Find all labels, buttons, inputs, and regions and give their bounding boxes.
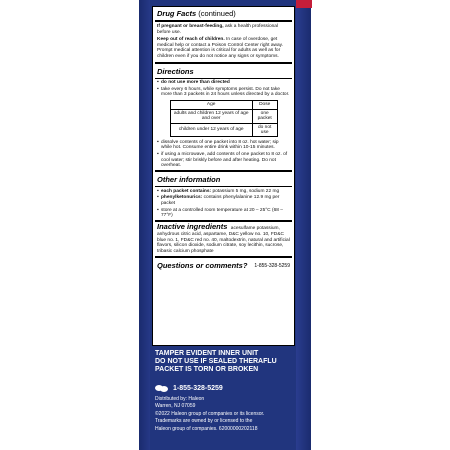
distributor-line-5: Haleon group of companies. 62000000202118 xyxy=(155,425,258,432)
directions-bullet xyxy=(153,80,294,87)
distributor-line-2: Warren, NJ 07059 xyxy=(155,403,196,410)
tamper-line-1: TAMPER EVIDENT INNER UNIT xyxy=(155,350,259,357)
packet-bold: each packet contains: xyxy=(161,188,212,194)
dose-cell: do not use xyxy=(252,123,277,137)
table-row xyxy=(170,123,277,137)
speech-bubbles-icon xyxy=(155,384,169,393)
table-row xyxy=(170,101,277,109)
other-info-pku xyxy=(153,195,294,207)
other-info-packet xyxy=(153,188,294,195)
keep-out-bold: Keep out of reach of children. xyxy=(157,37,225,43)
age-cell: adults and children 12 years of age and over xyxy=(170,109,252,123)
dose-cell: one packet xyxy=(252,109,277,123)
directions-title: Directions xyxy=(157,66,194,76)
pregnancy-warning-bold: If pregnant or breast-feeding, xyxy=(157,24,224,29)
divider xyxy=(155,62,292,64)
age-cell: children under 12 years of age xyxy=(170,123,252,137)
pregnancy-warning-text: ask a health professional before use. xyxy=(157,24,279,35)
pku-bold: phenylketonurics: xyxy=(161,195,203,201)
dose-header: Dose xyxy=(252,101,277,109)
directions-bullet-4: ▪ if using a microwave, add contents of one packet to 8 oz. of cool water; stir briskly before and after heating. Do not overheat. xyxy=(153,152,294,170)
pku-text: contains phenylalanine 12.9 mg per packet xyxy=(161,195,280,207)
dosage-table xyxy=(170,100,278,137)
inactive-ingredients xyxy=(153,223,294,255)
inactive-title: Inactive ingredients xyxy=(157,222,228,232)
questions-label: Questions or comments? xyxy=(157,261,248,271)
inactive-text: acesulfame potassium, anhydrous citric acid, aspartame, D&C yellow no. 10, FD&C blue no. 1, FD&C red no. 40, maltodextrin, natural and artificial flavors, silicon dioxide, sodium citrate, soy lecithin, sucrose, tribasic calcium phosphate xyxy=(157,226,290,254)
pregnancy-warning xyxy=(153,23,294,36)
divider xyxy=(155,20,292,22)
questions-row xyxy=(153,259,294,272)
tamper-warning xyxy=(155,350,295,374)
distributor-line-4: Trademarks are owned by or licensed to the xyxy=(155,418,253,425)
directions-bullet-2: ▪ take every 6 hours, while symptoms persist. Do not take more than 3 packets in 24 hours unless directed by a doctor. xyxy=(153,86,294,98)
keep-out-warning xyxy=(153,36,294,60)
red-accent xyxy=(296,0,312,8)
age-header: Age xyxy=(170,101,252,109)
other-info-title: Other information xyxy=(157,175,221,185)
box-right-edge xyxy=(296,0,311,450)
divider xyxy=(155,256,292,258)
directions-bullet-3: ▪ dissolve contents of one packet into 8 oz. hot water; sip while hot. Consume entire drink within 10-15 minutes. xyxy=(153,139,294,151)
distributor-line-3: ©2022 Haleon group of companies or its licensor. xyxy=(155,410,265,417)
drug-facts-title xyxy=(153,7,294,19)
drug-facts-continued: (continued) xyxy=(198,9,236,18)
contact-phone: 1-855-328-5259 xyxy=(173,385,223,392)
divider xyxy=(155,186,292,187)
keep-out-text: In case of overdose, get medical help or contact a Poison Control Center right away. Prompt medical attention is critical for adults as well as for children even if you do not notice any signs or symptoms. xyxy=(157,37,284,59)
divider xyxy=(155,170,292,172)
distributor-info xyxy=(155,396,295,433)
tamper-line-2: DO NOT USE IF SEALED THERAFLU xyxy=(155,358,277,365)
directions-bullet-1: do not use more than directed xyxy=(161,80,230,86)
distributor-line-1: Distributed by: Haleon xyxy=(155,396,205,402)
table-row xyxy=(170,109,277,123)
other-info-storage: ▪ store at a controlled room temperature at 20 – 25°C (68 – 77°F) xyxy=(153,207,294,219)
questions-phone: 1-855-328-5259 xyxy=(254,262,290,269)
contact-phone-row xyxy=(155,384,223,393)
tamper-line-3: PACKET IS TORN OR BROKEN xyxy=(155,366,259,373)
packet-text: potassium 5 mg, sodium 22 mg xyxy=(211,188,280,194)
divider xyxy=(155,78,292,79)
drug-facts-heading: Drug Facts xyxy=(157,9,197,18)
drug-facts-panel xyxy=(152,6,295,346)
